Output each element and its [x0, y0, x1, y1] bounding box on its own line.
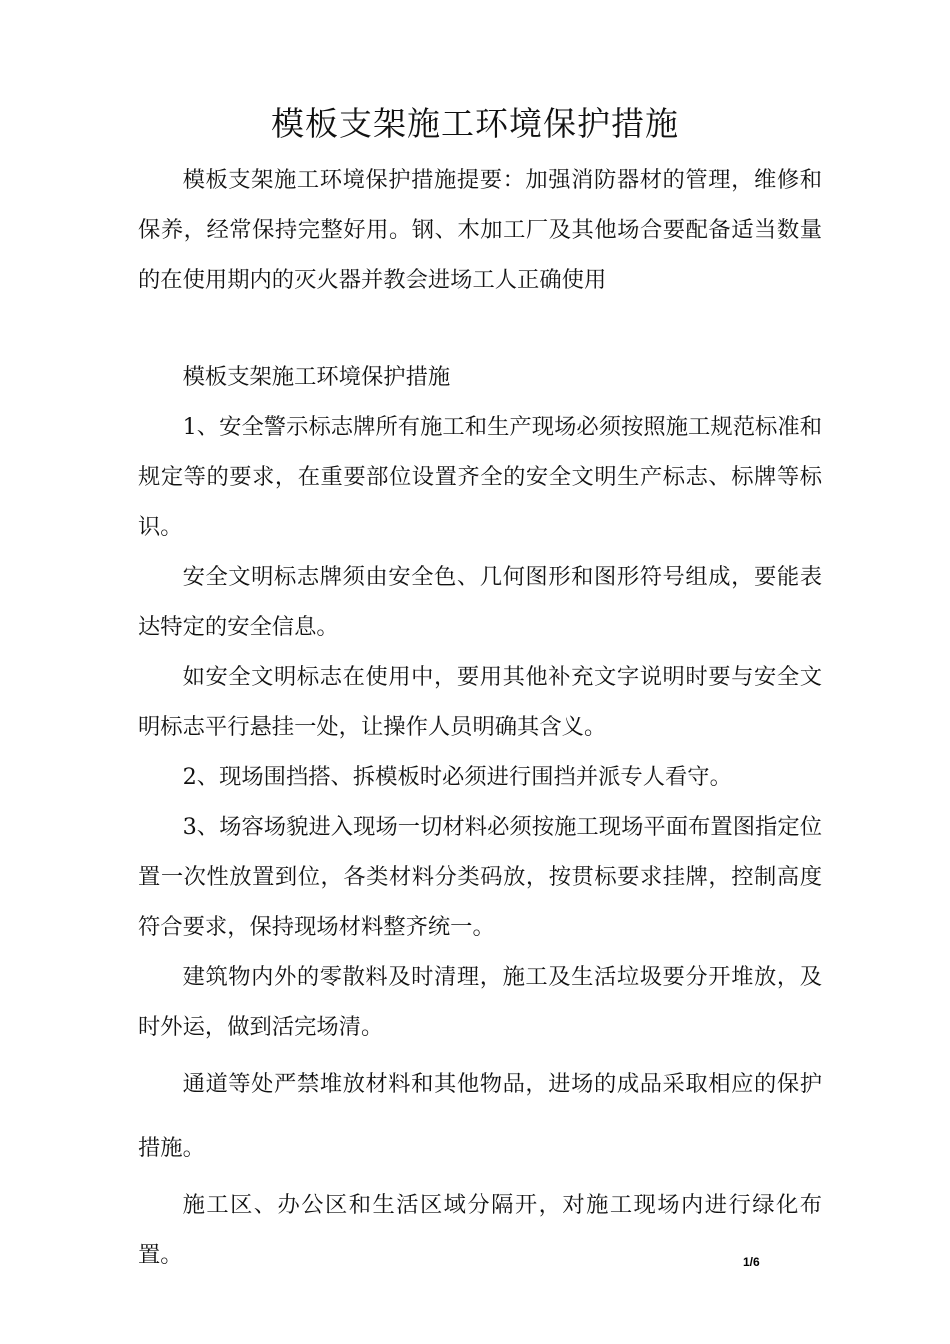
page-number: 1/6	[743, 1255, 760, 1269]
document-body	[138, 352, 822, 1280]
body-paragraph: 安全文明标志牌须由安全色、几何图形和图形符号组成，要能表达特定的安全信息。	[138, 564, 822, 640]
summary-paragraph: 模板支架施工环境保护措施提要：加强消防器材的管理，维修和保养，经常保持完整好用。钢、木加工厂及其他场合要配备适当数量的在使用期内的灭火器并教会进场工人正确使用	[138, 167, 822, 293]
body-paragraph: 1、安全警示标志牌所有施工和生产现场必须按照施工规范标准和规定等的要求，在重要部位设置齐全的安全文明生产标志、标牌等标识。	[138, 414, 822, 540]
body-paragraph: 2、现场围挡搭、拆模板时必须进行围挡并派专人看守。	[182, 764, 732, 790]
body-paragraph: 3、场容场貌进入现场一切材料必须按施工现场平面布置图指定位置一次性放置到位，各类材料分类码放，按贯标要求挂牌，控制高度符合要求，保持现场材料整齐统一。	[138, 814, 822, 940]
body-paragraph: 建筑物内外的零散料及时清理，施工及生活垃圾要分开堆放，及时外运，做到活完场清。	[138, 964, 822, 1040]
body-paragraph: 通道等处严禁堆放材料和其他物品，进场的成品采取相应的保护措施。	[138, 1071, 822, 1161]
body-paragraph: 施工区、办公区和生活区域分隔开，对施工现场内进行绿化布置。	[138, 1192, 822, 1268]
document-title: 模板支架施工环境保护措施	[271, 104, 679, 143]
body-paragraph: 如安全文明标志在使用中，要用其他补充文字说明时要与安全文明标志平行悬挂一处，让操作人员明确其含义。	[138, 664, 822, 740]
summary-block	[138, 155, 822, 379]
section-heading: 模板支架施工环境保护措施	[182, 364, 451, 390]
